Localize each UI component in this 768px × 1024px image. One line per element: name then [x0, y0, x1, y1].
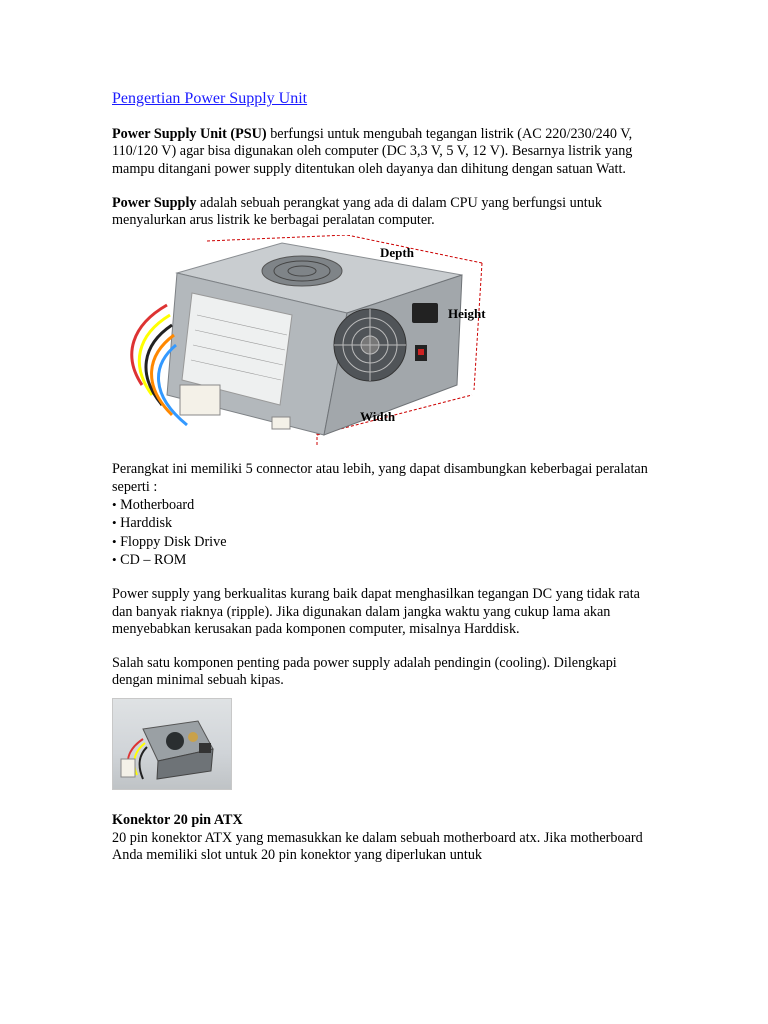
page-title-link[interactable]: Pengertian Power Supply Unit — [112, 90, 308, 107]
connectors-intro: Perangkat ini memiliki 5 connector atau lebih, yang dapat disambungkan keberbagai peralatan seperti : — [112, 461, 648, 495]
psu-dimension-image — [112, 235, 502, 453]
document-body — [112, 90, 657, 882]
height-label: Height — [448, 306, 486, 322]
bullet-icon: • — [112, 551, 117, 567]
bold-term-power-supply: Power Supply — [112, 194, 197, 211]
paragraph-20pin: 20 pin konektor ATX yang memasukkan ke dalam sebuah motherboard atx. Jika motherboard Anda memiliki slot untuk 20 pin konektor yang diperlukan untuk — [112, 830, 643, 864]
connectors-section — [112, 461, 657, 569]
section-heading-20pin: Konektor 20 pin ATX — [112, 811, 243, 828]
list-item-label: Floppy Disk Drive — [120, 533, 227, 550]
bullet-icon: • — [112, 515, 117, 531]
paragraph-psu-definition — [112, 126, 657, 178]
list-item — [112, 551, 657, 569]
list-item — [112, 496, 657, 514]
paragraph-power-supply — [112, 195, 657, 230]
depth-label: Depth — [380, 245, 414, 261]
list-item-label: CD – ROM — [120, 551, 187, 568]
psu-illustration — [112, 235, 502, 453]
list-item — [112, 514, 657, 532]
psu-internal-illustration — [113, 699, 231, 789]
bullet-icon: • — [112, 533, 117, 549]
list-item — [112, 533, 657, 551]
paragraph-text: berfungsi untuk mengubah tegangan listrik (AC 220/230/240 V, 110/120 V) agar bisa digunakan oleh computer (DC 3,3 V, 5 V, 12 V). Besarnya listrik yang mampu ditangani power supply ditentukan oleh dayanya dan dihitung dengan satuan Watt. — [112, 126, 633, 177]
paragraph-ripple: Power supply yang berkualitas kurang baik dapat menghasilkan tegangan DC yang tidak rata dan banyak riaknya (ripple). Jika digunakan dalam jangka waktu yang cukup lama akan menyebabkan kerusakan pada komponen computer, misalnya Harddisk. — [112, 586, 640, 637]
psu-internal-image — [112, 698, 232, 790]
bold-term-psu: Power Supply Unit (PSU) — [112, 126, 267, 142]
list-item-label: Harddisk — [120, 515, 173, 532]
list-item-label: Motherboard — [120, 497, 195, 514]
width-label: Width — [360, 409, 396, 425]
paragraph-cooling: Salah satu komponen penting pada power supply adalah pendingin (cooling). Dilengkapi dengan minimal sebuah kipas. — [112, 655, 617, 689]
paragraph-text: adalah sebuah perangkat yang ada di dalam CPU yang berfungsi untuk menyalurkan arus listrik ke berbagai peralatan computer. — [112, 194, 602, 229]
bullet-icon: • — [112, 497, 117, 513]
